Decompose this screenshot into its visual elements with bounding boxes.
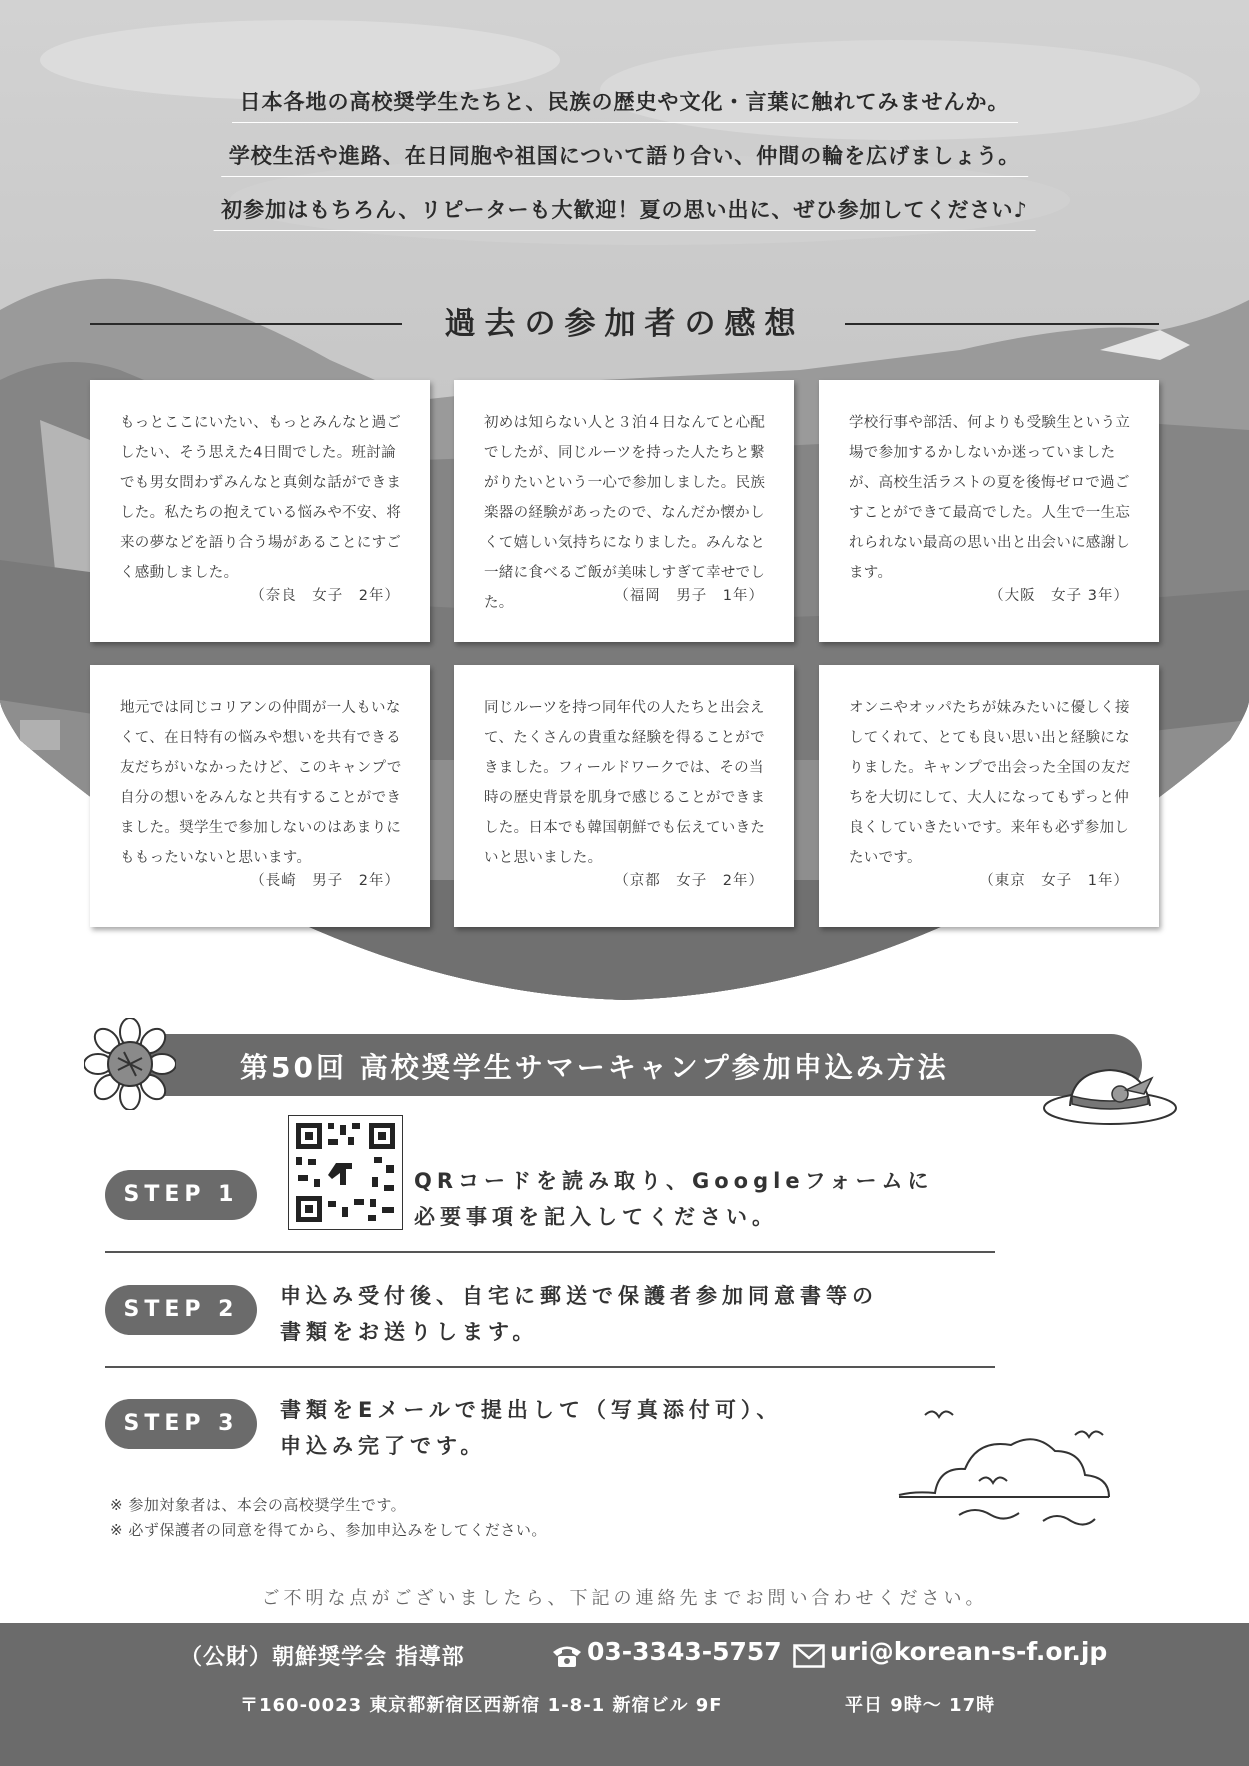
step-2-label: STEP 2 [105, 1285, 257, 1335]
cloud-seagull-icon [895, 1405, 1135, 1545]
testimonial-text: もっとここにいたい、もっとみんなと過ごしたい、そう思えた4日間でした。班討論でも男女問わずみんなと真剣な話ができました。私たちの抱えている悩みや不安、将来の夢などを語り合う場があることにすごく感動しました。 [120, 415, 402, 581]
testimonial-card [454, 665, 794, 927]
testimonial-author: （東京 女子 1年） [979, 873, 1129, 889]
footer-email[interactable]: uri@korean-s-f.or.jp [830, 1637, 1108, 1666]
testimonial-card [90, 380, 430, 642]
testimonial-card [819, 380, 1159, 642]
step-1-line-1: QRコードを読み取り、Googleフォームに [414, 1169, 934, 1193]
qr-code-icon[interactable] [288, 1115, 403, 1230]
testimonials-title: 過去の参加者の感想 [444, 306, 805, 342]
testimonial-author: （大阪 女子 3年） [989, 588, 1129, 604]
step-2-line-2: 書類をお送りします。 [280, 1320, 539, 1344]
step-3-label: STEP 3 [105, 1399, 257, 1449]
footer-address: 〒160-0023 東京都新宿区西新宿 1-8-1 新宿ビル 9F [240, 1695, 723, 1716]
intro-line-2: 学校生活や進路、在日同胞や祖国について語り合い、仲間の輪を広げましょう。 [221, 140, 1029, 177]
footer [0, 1623, 1249, 1766]
straw-hat-icon [1040, 1058, 1180, 1128]
footer-phone[interactable]: 03-3343-5757 [587, 1637, 782, 1666]
step-3-line-1: 書類をEメールで提出して（写真添付可）、 [280, 1398, 783, 1422]
sunflower-icon [84, 1018, 176, 1110]
step-3-line-2: 申込み完了です。 [280, 1434, 487, 1458]
testimonial-text: オンニやオッパたちが妹みたいに優しく接してくれて、とても良い思い出と経験になりました。キャンプで出会った全国の友だちを大切にして、大人になってもずっと仲良くしていきたいです。来年も必ず参加したいです。 [849, 700, 1131, 866]
note-1: ※ 参加対象者は、本会の高校奨学生です。 [110, 1496, 407, 1514]
footer-org: （公財）朝鮮奨学会 指導部 [180, 1645, 465, 1670]
testimonial-text: 初めは知らない人と３泊４日なんてと心配でしたが、同じルーツを持った人たちと繋がりたいという一心で参加しました。民族楽器の経験があったので、なんだか懐かしくて嬉しい気持ちになりました。みんなと一緒に食べるご飯が美味しすぎて幸せでした。 [484, 415, 766, 611]
step-divider [105, 1366, 995, 1368]
intro-line-3: 初参加はもちろん、リピーターも大歓迎！夏の思い出に、ぜひ参加してください♪ [213, 194, 1036, 231]
application-title: 第50回 高校奨学生サマーキャンプ参加申込み方法 [240, 1051, 949, 1084]
step-1-line-2: 必要事項を記入してください。 [414, 1205, 778, 1229]
inquiry-text: ご不明な点がございましたら、下記の連絡先までお問い合わせください。 [261, 1588, 988, 1609]
step-divider [105, 1251, 995, 1253]
testimonial-text: 地元では同じコリアンの仲間が一人もいなくて、在日特有の悩みや想いを共有できる友だちがいなかったけど、このキャンプで自分の想いをみんなと共有することができました。奨学生で参加しないのはあまりにももったいないと思います。 [120, 700, 402, 866]
mail-icon [793, 1644, 825, 1668]
step-2-line-1: 申込み受付後、自宅に郵送で保護者参加同意書等の [280, 1284, 878, 1308]
note-2: ※ 必ず保護者の同意を得てから、参加申込みをしてください。 [110, 1521, 547, 1539]
testimonial-card [819, 665, 1159, 927]
testimonial-author: （奈良 女子 2年） [250, 588, 400, 604]
step-1-label: STEP 1 [105, 1170, 257, 1220]
testimonial-card [90, 665, 430, 927]
testimonial-author: （京都 女子 2年） [614, 873, 764, 889]
phone-icon [550, 1643, 584, 1669]
intro-line-1: 日本各地の高校奨学生たちと、民族の歴史や文化・言葉に触れてみませんか。 [232, 86, 1018, 123]
testimonial-card [454, 380, 794, 642]
testimonial-text: 同じルーツを持つ同年代の人たちと出会えて、たくさんの貴重な経験を得ることができました。フィールドワークでは、その当時の歴史背景を肌身で感じることができました。日本でも韓国朝鮮でも伝えていきたいと思いました。 [484, 700, 766, 866]
testimonial-text: 学校行事や部活、何よりも受験生という立場で参加するかしないか迷っていましたが、高校生活ラストの夏を後悔ゼロで過ごすことができて最高でした。人生で一生忘れられない最高の思い出と出会いに感謝します。 [849, 415, 1131, 581]
section-rule-right [845, 323, 1159, 325]
testimonial-author: （長崎 男子 2年） [250, 873, 400, 889]
testimonial-author: （福岡 男子 1年） [614, 588, 764, 604]
footer-hours: 平日 9時～ 17時 [845, 1695, 996, 1716]
